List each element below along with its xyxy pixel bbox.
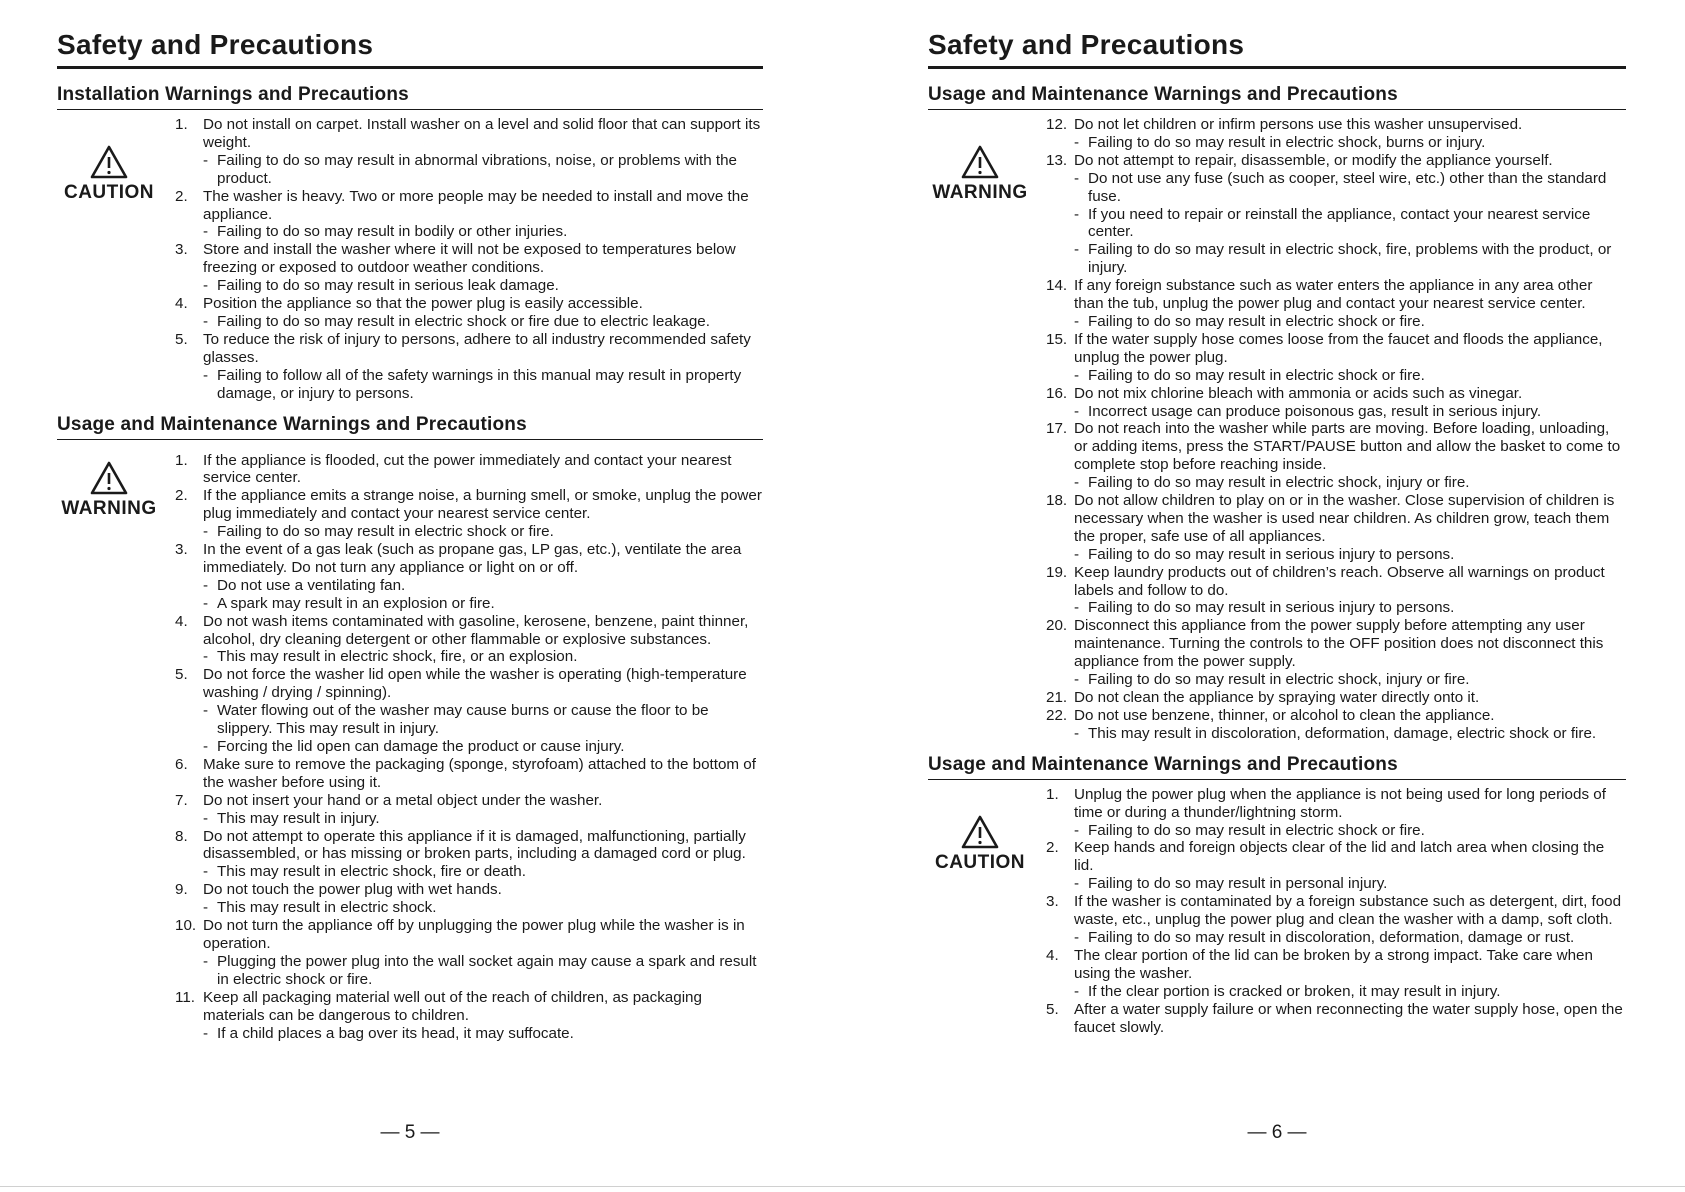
- sub-note-text: Failing to do so may result in serious injury to persons.: [1088, 545, 1455, 563]
- list-item: [175, 241, 763, 295]
- dash-bullet: -: [203, 648, 209, 666]
- sub-note: [1074, 671, 1626, 689]
- dash-bullet: -: [1074, 821, 1080, 839]
- item-number: 22.: [1046, 706, 1068, 724]
- dash-bullet: -: [203, 863, 209, 881]
- section-body: [57, 452, 763, 1043]
- item-text: The clear portion of the lid can be broken by a strong impact. Take care when using the washer.: [1074, 946, 1593, 982]
- list-item: [1046, 492, 1626, 564]
- sub-note-text: A spark may result in an explosion or fire.: [217, 594, 495, 612]
- sub-note-text: Do not use any fuse (such as cooper, steel wire, etc.) other than the standard fuse.: [1088, 169, 1607, 205]
- item-number: 19.: [1046, 563, 1068, 581]
- dash-bullet: -: [1074, 724, 1080, 742]
- item-number: 11.: [175, 988, 195, 1006]
- sub-note: [203, 223, 763, 241]
- warning-triangle-icon: [89, 144, 129, 180]
- warning-sign: [57, 460, 161, 520]
- page-title: Safety and Precautions: [928, 27, 1626, 69]
- list-item: [1046, 617, 1626, 689]
- list-item: [175, 756, 763, 792]
- dash-bullet: -: [1074, 545, 1080, 563]
- sub-note: [1074, 206, 1626, 242]
- list-item: [1046, 707, 1626, 743]
- page-6: [928, 0, 1626, 1192]
- sub-note: [1074, 875, 1626, 893]
- sub-note: [203, 152, 763, 188]
- list-item: [175, 487, 763, 541]
- sub-note: [203, 648, 763, 666]
- item-number: 3.: [175, 541, 188, 559]
- sub-note: [203, 313, 763, 331]
- caution-sign: [928, 814, 1032, 874]
- sub-note-text: Failing to do so may result in serious injury to persons.: [1088, 599, 1455, 617]
- item-text: If the washer is contaminated by a foreign substance such as detergent, dirt, food waste, etc., unplug the power plug and clean the washer with a damp, soft cloth.: [1074, 893, 1622, 929]
- list-item: [1046, 564, 1626, 618]
- item-number: 4.: [1046, 946, 1059, 964]
- item-number: 8.: [175, 827, 188, 845]
- caution-section: [928, 753, 1626, 1037]
- sub-note-text: Do not use a ventilating fan.: [217, 576, 406, 594]
- sub-note: [203, 577, 763, 595]
- section-heading: Usage and Maintenance Warnings and Precautions: [928, 753, 1626, 780]
- dash-bullet: -: [1074, 599, 1080, 617]
- item-body: [203, 917, 763, 989]
- sub-note: [1074, 403, 1626, 421]
- sign-label: CAUTION: [63, 182, 155, 203]
- sub-note-text: Forcing the lid open can damage the product or cause injury.: [217, 738, 625, 755]
- precaution-list: [175, 116, 763, 403]
- sub-note: [1074, 599, 1626, 617]
- list-item: [1046, 277, 1626, 331]
- item-body: [203, 295, 763, 331]
- usage-section: [57, 413, 763, 1043]
- item-body: [203, 756, 763, 792]
- page-5: [57, 0, 763, 1192]
- item-body: [203, 188, 763, 242]
- sub-note-text: Failing to do so may result in electric shock or fire.: [217, 523, 554, 541]
- item-body: [203, 792, 763, 828]
- sub-note-text: Failing to do so may result in electric shock, fire, problems with the product, or injury.: [1088, 241, 1612, 277]
- list-item: [175, 917, 763, 989]
- item-text: Do not insert your hand or a metal object under the washer.: [203, 791, 603, 809]
- sub-note-text: Failing to follow all of the safety warnings in this manual may result in property damage, or injury to persons.: [217, 366, 742, 402]
- item-body: [203, 613, 763, 667]
- list-item: [1046, 152, 1626, 277]
- usage-section: [928, 83, 1626, 743]
- item-number: 2.: [175, 187, 188, 205]
- sub-note-text: Failing to do so may result in electric shock or fire.: [1088, 366, 1425, 384]
- sub-note-text: Failing to do so may result in personal injury.: [1088, 875, 1388, 893]
- sub-note-text: Failing to do so may result in serious leak damage.: [217, 277, 559, 295]
- sub-note-text: Failing to do so may result in electric shock, injury or fire.: [1088, 671, 1470, 689]
- dash-bullet: -: [1074, 402, 1080, 420]
- sub-note-text: Failing to do so may result in electric shock, burns or injury.: [1088, 133, 1486, 151]
- item-body: [1074, 689, 1626, 707]
- sub-note-text: This may result in electric shock, fire or death.: [217, 863, 526, 881]
- dash-bullet: -: [1074, 312, 1080, 330]
- dash-bullet: -: [1074, 671, 1080, 689]
- item-body: [1074, 116, 1626, 152]
- warning-triangle-icon: [960, 144, 1000, 180]
- item-number: 12.: [1046, 116, 1068, 133]
- dash-bullet: -: [203, 312, 209, 330]
- item-body: [203, 116, 763, 188]
- item-body: [203, 331, 763, 403]
- item-text: To reduce the risk of injury to persons, adhere to all industry recommended safety glasses.: [203, 330, 751, 366]
- item-text: Do not clean the appliance by spraying water directly onto it.: [1074, 689, 1480, 706]
- sub-note: [1074, 367, 1626, 385]
- dash-bullet: -: [203, 576, 209, 594]
- item-number: 18.: [1046, 492, 1068, 510]
- section-body: [928, 116, 1626, 743]
- item-text: Disconnect this appliance from the power supply before attempting any user maintenance. Turning the controls to the OFF position does not disconnect this appliance from the power supply.: [1074, 617, 1604, 671]
- item-number: 7.: [175, 791, 188, 809]
- item-text: Make sure to remove the packaging (sponge, styrofoam) attached to the bottom of the washer before using it.: [203, 755, 756, 791]
- item-text: Do not let children or infirm persons use this washer unsupervised.: [1074, 116, 1523, 133]
- list-item: [175, 116, 763, 188]
- list-item: [175, 792, 763, 828]
- item-body: [203, 828, 763, 882]
- item-body: [1074, 152, 1626, 277]
- warning-sign: [928, 144, 1032, 204]
- item-number: 4.: [175, 295, 188, 313]
- item-text: Do not allow children to play on or in the washer. Close supervision of children is necessary when the washer is used near children. As children grow, teach them the proper, safe use of all appliances.: [1074, 492, 1615, 545]
- item-body: [203, 241, 763, 295]
- section-heading: Installation Warnings and Precautions: [57, 83, 763, 110]
- item-body: [1074, 786, 1626, 840]
- item-body: [1074, 1001, 1626, 1037]
- item-body: [203, 989, 763, 1043]
- item-text: Keep all packaging material well out of the reach of children, as packaging materials can be dangerous to children.: [203, 988, 702, 1024]
- list-item: [175, 989, 763, 1043]
- sub-note-text: Failing to do so may result in electric shock or fire.: [1088, 312, 1425, 330]
- item-text: Do not wash items contaminated with gasoline, kerosene, benzene, paint thinner, alcohol, dry cleaning detergent or other flammable or explosive substances.: [203, 612, 749, 648]
- section-heading: Usage and Maintenance Warnings and Precautions: [57, 413, 763, 440]
- item-body: [1074, 564, 1626, 618]
- caution-sign: [57, 144, 161, 204]
- sub-note: [203, 738, 763, 756]
- sign-label: WARNING: [61, 497, 157, 519]
- sub-note: [1074, 983, 1626, 1001]
- sub-note: [1074, 725, 1626, 743]
- item-body: [203, 881, 763, 917]
- section-body: [57, 116, 763, 403]
- sub-note: [203, 367, 763, 403]
- sub-note-text: Plugging the power plug into the wall socket again may cause a spark and result in electric shock or fire.: [217, 952, 757, 988]
- dash-bullet: -: [203, 523, 209, 541]
- item-number: 21.: [1046, 689, 1068, 706]
- sign-label: CAUTION: [934, 851, 1026, 873]
- item-text: The washer is heavy. Two or more people may be needed to install and move the appliance.: [203, 187, 749, 223]
- item-text: Do not attempt to operate this appliance if it is damaged, malfunctioning, partially disassembled, or has missing or broken parts, including a damaged cord or plug.: [203, 827, 746, 863]
- list-item: [1046, 689, 1626, 707]
- sub-note: [203, 953, 763, 989]
- sign-column: [57, 116, 175, 403]
- dash-bullet: -: [203, 366, 209, 384]
- dash-bullet: -: [1074, 205, 1080, 223]
- list-item: [1046, 839, 1626, 893]
- item-body: [1074, 277, 1626, 331]
- item-number: 14.: [1046, 277, 1068, 295]
- item-number: 6.: [175, 755, 188, 773]
- item-number: 5.: [175, 330, 188, 348]
- sub-note-text: Failing to do so may result in electric shock or fire due to electric leakage.: [217, 312, 710, 330]
- item-text: If the water supply hose comes loose from the faucet and floods the appliance, unplug the power plug.: [1074, 330, 1603, 366]
- item-body: [1074, 420, 1626, 492]
- item-body: [1074, 893, 1626, 947]
- item-body: [1074, 947, 1626, 1001]
- item-number: 4.: [175, 612, 188, 630]
- list-item: [175, 331, 763, 403]
- list-item: [175, 828, 763, 882]
- item-number: 5.: [1046, 1000, 1059, 1018]
- sub-note-text: Failing to do so may result in electric shock, injury or fire.: [1088, 474, 1470, 492]
- sub-note: [1074, 313, 1626, 331]
- sub-note-text: Failing to do so may result in abnormal vibrations, noise, or problems with the product.: [217, 151, 737, 187]
- list-item: [175, 295, 763, 331]
- list-item: [1046, 786, 1626, 840]
- item-body: [1074, 707, 1626, 743]
- dash-bullet: -: [203, 1024, 209, 1042]
- item-text: If any foreign substance such as water enters the appliance in any area other than the tub, unplug the power plug and contact your nearest service center.: [1074, 277, 1593, 313]
- precaution-list: [1046, 786, 1626, 1037]
- sub-note-text: This may result in electric shock, fire, or an explosion.: [217, 648, 578, 666]
- item-body: [203, 541, 763, 613]
- item-number: 2.: [1046, 839, 1059, 857]
- item-text: If the appliance is flooded, cut the power immediately and contact your nearest service center.: [203, 451, 732, 487]
- dash-bullet: -: [1074, 133, 1080, 151]
- warning-triangle-icon: [960, 814, 1000, 850]
- dash-bullet: -: [1074, 169, 1080, 187]
- sub-note-text: Water flowing out of the washer may cause burns or cause the floor to be slippery. This may result in injury.: [217, 702, 709, 738]
- sign-column: [57, 452, 175, 1043]
- dash-bullet: -: [203, 952, 209, 970]
- sub-note-text: This may result in electric shock.: [217, 899, 437, 917]
- item-number: 2.: [175, 487, 188, 505]
- list-item: [1046, 893, 1626, 947]
- item-number: 16.: [1046, 384, 1068, 402]
- item-body: [203, 452, 763, 488]
- item-number: 9.: [175, 881, 188, 899]
- page-title: Safety and Precautions: [57, 27, 763, 69]
- dash-bullet: -: [203, 899, 209, 917]
- item-number: 1.: [1046, 785, 1059, 803]
- dash-bullet: -: [1074, 928, 1080, 946]
- item-text: Unplug the power plug when the appliance is not being used for long periods of time or during a thunder/lightning storm.: [1074, 785, 1606, 821]
- sub-note-text: If a child places a bag over its head, it may suffocate.: [217, 1024, 574, 1042]
- dash-bullet: -: [203, 277, 209, 295]
- dash-bullet: -: [203, 809, 209, 827]
- dash-bullet: -: [1074, 366, 1080, 384]
- item-text: Keep hands and foreign objects clear of the lid and latch area when closing the lid.: [1074, 839, 1605, 875]
- item-body: [1074, 385, 1626, 421]
- item-text: Keep laundry products out of children’s reach. Observe all warnings on product labels and follow to do.: [1074, 563, 1605, 599]
- dash-bullet: -: [1074, 982, 1080, 1000]
- item-text: Do not force the washer lid open while the washer is operating (high-temperature washing / drying / spinning).: [203, 666, 747, 702]
- item-number: 10.: [175, 917, 197, 935]
- item-number: 13.: [1046, 151, 1068, 169]
- dash-bullet: -: [203, 594, 209, 612]
- list-item: [1046, 385, 1626, 421]
- sub-note: [203, 1025, 763, 1043]
- sub-note-text: If the clear portion is cracked or broken, it may result in injury.: [1088, 982, 1501, 1000]
- sub-note-text: If you need to repair or reinstall the appliance, contact your nearest service center.: [1088, 205, 1591, 241]
- sub-note: [1074, 546, 1626, 564]
- list-item: [175, 452, 763, 488]
- list-item: [175, 613, 763, 667]
- sub-note-text: Failing to do so may result in electric shock or fire.: [1088, 821, 1425, 839]
- sub-note: [203, 899, 763, 917]
- item-number: 1.: [175, 451, 188, 469]
- item-body: [1074, 492, 1626, 564]
- sub-note: [203, 702, 763, 738]
- page-number: — 5 —: [380, 1122, 440, 1143]
- list-item: [1046, 331, 1626, 385]
- dash-bullet: -: [203, 738, 209, 755]
- list-item: [175, 881, 763, 917]
- item-body: [203, 487, 763, 541]
- item-body: [1074, 617, 1626, 689]
- dash-bullet: -: [203, 223, 209, 241]
- sub-note: [203, 863, 763, 881]
- item-text: Do not mix chlorine bleach with ammonia or acids such as vinegar.: [1074, 384, 1523, 402]
- installation-section: [57, 83, 763, 403]
- precaution-list: [1046, 116, 1626, 743]
- item-text: Do not turn the appliance off by unplugging the power plug while the washer is in operation.: [203, 917, 745, 952]
- item-text: After a water supply failure or when reconnecting the water supply hose, open the faucet slowly.: [1074, 1000, 1623, 1036]
- sub-note: [1074, 822, 1626, 840]
- precaution-list: [175, 452, 763, 1043]
- sub-note: [1074, 170, 1626, 206]
- item-number: 3.: [175, 241, 188, 259]
- sub-note: [203, 523, 763, 541]
- item-body: [203, 666, 763, 756]
- page-number: — 6 —: [1247, 1122, 1307, 1143]
- sign-column: [928, 116, 1046, 743]
- item-number: 17.: [1046, 420, 1068, 438]
- item-text: Store and install the washer where it will not be exposed to temperatures below freezing or exposed to outdoor weather conditions.: [203, 241, 736, 277]
- item-text: Do not attempt to repair, disassemble, or modify the appliance yourself.: [1074, 151, 1553, 169]
- dash-bullet: -: [1074, 474, 1080, 492]
- sub-note-text: This may result in injury.: [217, 809, 380, 827]
- list-item: [1046, 420, 1626, 492]
- sign-label: WARNING: [932, 182, 1028, 203]
- list-item: [1046, 1001, 1626, 1037]
- dash-bullet: -: [1074, 875, 1080, 893]
- list-item: [175, 541, 763, 613]
- section-heading: Usage and Maintenance Warnings and Precautions: [928, 83, 1626, 110]
- warning-triangle-icon: [89, 460, 129, 496]
- sign-column: [928, 786, 1046, 1037]
- sub-note-text: This may result in discoloration, deformation, damage, electric shock or fire.: [1088, 724, 1597, 742]
- list-item: [1046, 947, 1626, 1001]
- sub-note: [203, 810, 763, 828]
- dash-bullet: -: [1074, 241, 1080, 259]
- section-body: [928, 786, 1626, 1037]
- item-text: Do not reach into the washer while parts are moving. Before loading, unloading, or adding items, press the START/PAUSE button and allow the basket to come to complete stop before reaching inside.: [1074, 420, 1621, 474]
- dash-bullet: -: [203, 702, 209, 720]
- item-body: [1074, 839, 1626, 893]
- list-item: [175, 188, 763, 242]
- item-number: 1.: [175, 116, 188, 133]
- sub-note: [1074, 929, 1626, 947]
- item-text: Do not install on carpet. Install washer on a level and solid floor that can support its weight.: [203, 116, 761, 151]
- item-text: Do not use benzene, thinner, or alcohol to clean the appliance.: [1074, 706, 1495, 724]
- list-item: [1046, 116, 1626, 152]
- sub-note: [203, 277, 763, 295]
- dash-bullet: -: [203, 151, 209, 169]
- sub-note: [1074, 134, 1626, 152]
- scan-edge-rule: [0, 1186, 1685, 1187]
- sub-note-text: Incorrect usage can produce poisonous gas, result in serious injury.: [1088, 402, 1542, 420]
- item-number: 20.: [1046, 617, 1068, 635]
- sub-note: [1074, 241, 1626, 277]
- item-number: 15.: [1046, 330, 1068, 348]
- sub-note: [1074, 474, 1626, 492]
- item-text: In the event of a gas leak (such as propane gas, LP gas, etc.), ventilate the area immediately. Do not turn any appliance or light on or off.: [203, 541, 742, 576]
- item-number: 3.: [1046, 893, 1059, 911]
- sub-note: [203, 595, 763, 613]
- item-number: 5.: [175, 666, 188, 684]
- item-body: [1074, 331, 1626, 385]
- sub-note-text: Failing to do so may result in discoloration, deformation, damage or rust.: [1088, 928, 1575, 946]
- sub-note-text: Failing to do so may result in bodily or other injuries.: [217, 223, 568, 241]
- item-text: Do not touch the power plug with wet hands.: [203, 881, 502, 899]
- item-text: Position the appliance so that the power plug is easily accessible.: [203, 295, 643, 313]
- list-item: [175, 666, 763, 756]
- item-text: If the appliance emits a strange noise, a burning smell, or smoke, unplug the power plug immediately and contact your nearest service center.: [203, 487, 762, 523]
